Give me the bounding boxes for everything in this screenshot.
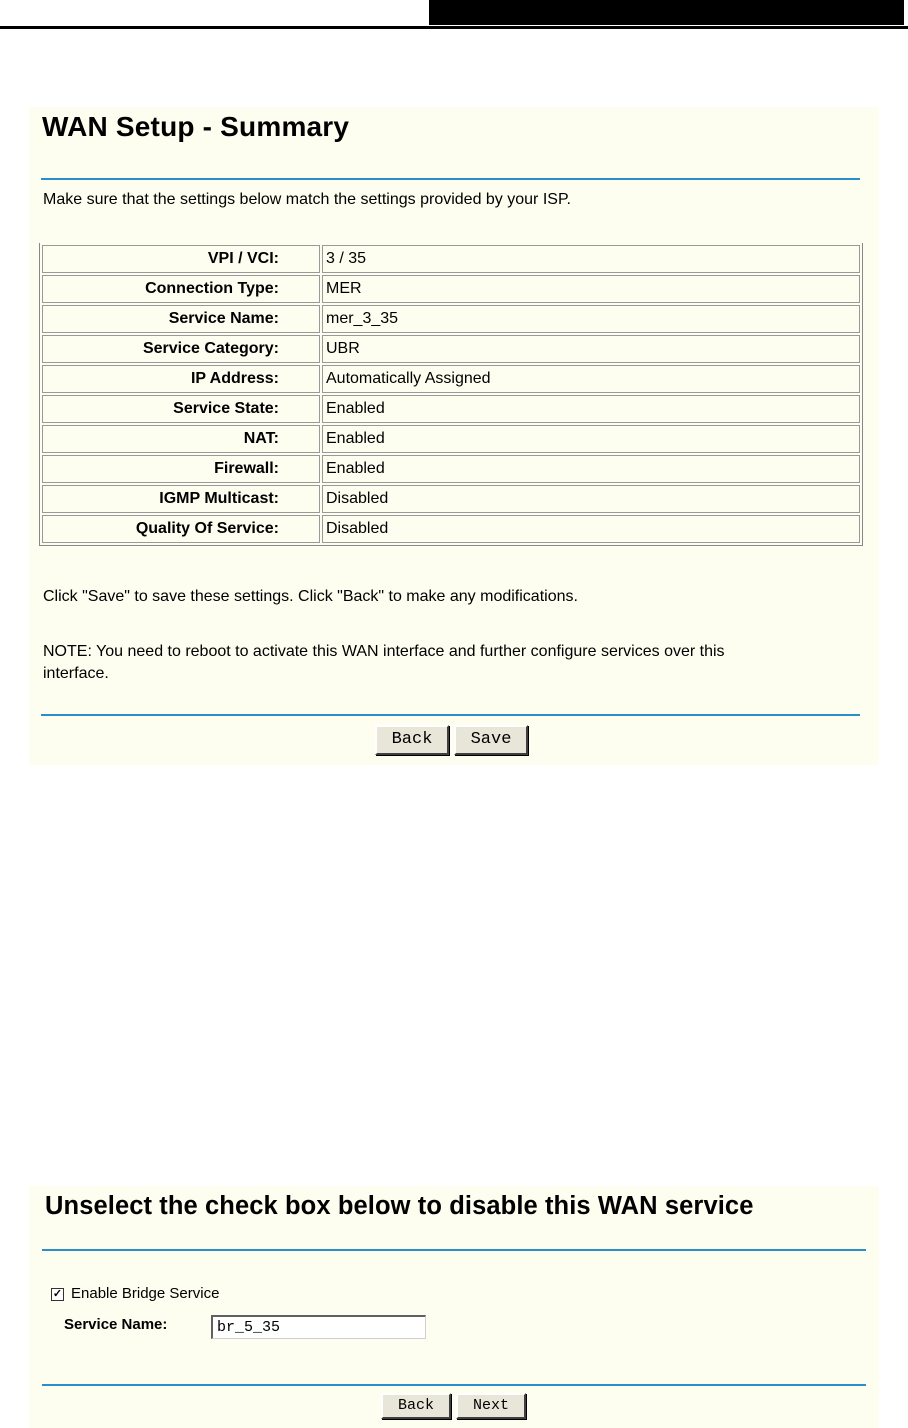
summary-row-value: Enabled bbox=[322, 425, 860, 453]
summary-table bbox=[39, 243, 863, 546]
summary-row bbox=[42, 395, 860, 423]
summary-row-label: IGMP Multicast: bbox=[42, 485, 320, 513]
bridge-bottom-divider bbox=[42, 1384, 866, 1386]
summary-intro-text: Make sure that the settings below match the settings provided by your ISP. bbox=[43, 191, 571, 208]
service-name-input[interactable] bbox=[211, 1315, 426, 1339]
summary-row bbox=[42, 335, 860, 363]
summary-instruction-text: Click "Save" to save these settings. Click "Back" to make any modifications. bbox=[43, 588, 578, 605]
summary-row-label: Service Category: bbox=[42, 335, 320, 363]
bridge-title: Unselect the check box below to disable this WAN service bbox=[45, 1192, 754, 1220]
summary-row-label: VPI / VCI: bbox=[42, 245, 320, 273]
summary-row-label: Service State: bbox=[42, 395, 320, 423]
save-button[interactable]: Save bbox=[454, 725, 528, 755]
summary-row-value: Enabled bbox=[322, 395, 860, 423]
summary-row bbox=[42, 365, 860, 393]
enable-bridge-checkbox[interactable]: ✓ bbox=[52, 1288, 63, 1300]
bridge-top-divider bbox=[42, 1249, 866, 1251]
summary-row-label: Firewall: bbox=[42, 455, 320, 483]
summary-row-value: Automatically Assigned bbox=[322, 365, 860, 393]
summary-row-label: IP Address: bbox=[42, 365, 320, 393]
bridge-service-panel bbox=[29, 1186, 879, 1428]
service-name-label: Service Name: bbox=[64, 1316, 168, 1333]
summary-row bbox=[42, 275, 860, 303]
summary-row-value: 3 / 35 bbox=[322, 245, 860, 273]
summary-row-label: Service Name: bbox=[42, 305, 320, 333]
header-black-bar bbox=[429, 0, 904, 25]
enable-bridge-label: Enable Bridge Service bbox=[71, 1285, 220, 1302]
summary-row bbox=[42, 305, 860, 333]
summary-note-line1: NOTE: You need to reboot to activate this WAN interface and further configure services over this bbox=[43, 643, 725, 660]
summary-top-divider bbox=[41, 178, 860, 180]
header-rule bbox=[0, 26, 908, 29]
summary-row-value: mer_3_35 bbox=[322, 305, 860, 333]
summary-row-label: Connection Type: bbox=[42, 275, 320, 303]
summary-row bbox=[42, 485, 860, 513]
summary-row-value: Enabled bbox=[322, 455, 860, 483]
summary-row bbox=[42, 455, 860, 483]
summary-row-label: NAT: bbox=[42, 425, 320, 453]
summary-note-line2: interface. bbox=[43, 665, 109, 682]
bridge-back-button[interactable]: Back bbox=[381, 1393, 451, 1419]
summary-row bbox=[42, 245, 860, 273]
summary-row bbox=[42, 515, 860, 543]
back-button[interactable]: Back bbox=[375, 725, 449, 755]
summary-row-value: UBR bbox=[322, 335, 860, 363]
summary-row-value: MER bbox=[322, 275, 860, 303]
summary-bottom-divider bbox=[41, 714, 860, 716]
summary-row-value: Disabled bbox=[322, 515, 860, 543]
summary-row bbox=[42, 425, 860, 453]
summary-row-label: Quality Of Service: bbox=[42, 515, 320, 543]
wan-summary-panel bbox=[29, 107, 879, 765]
next-button[interactable]: Next bbox=[456, 1393, 526, 1419]
summary-row-value: Disabled bbox=[322, 485, 860, 513]
summary-title: WAN Setup - Summary bbox=[42, 111, 350, 142]
